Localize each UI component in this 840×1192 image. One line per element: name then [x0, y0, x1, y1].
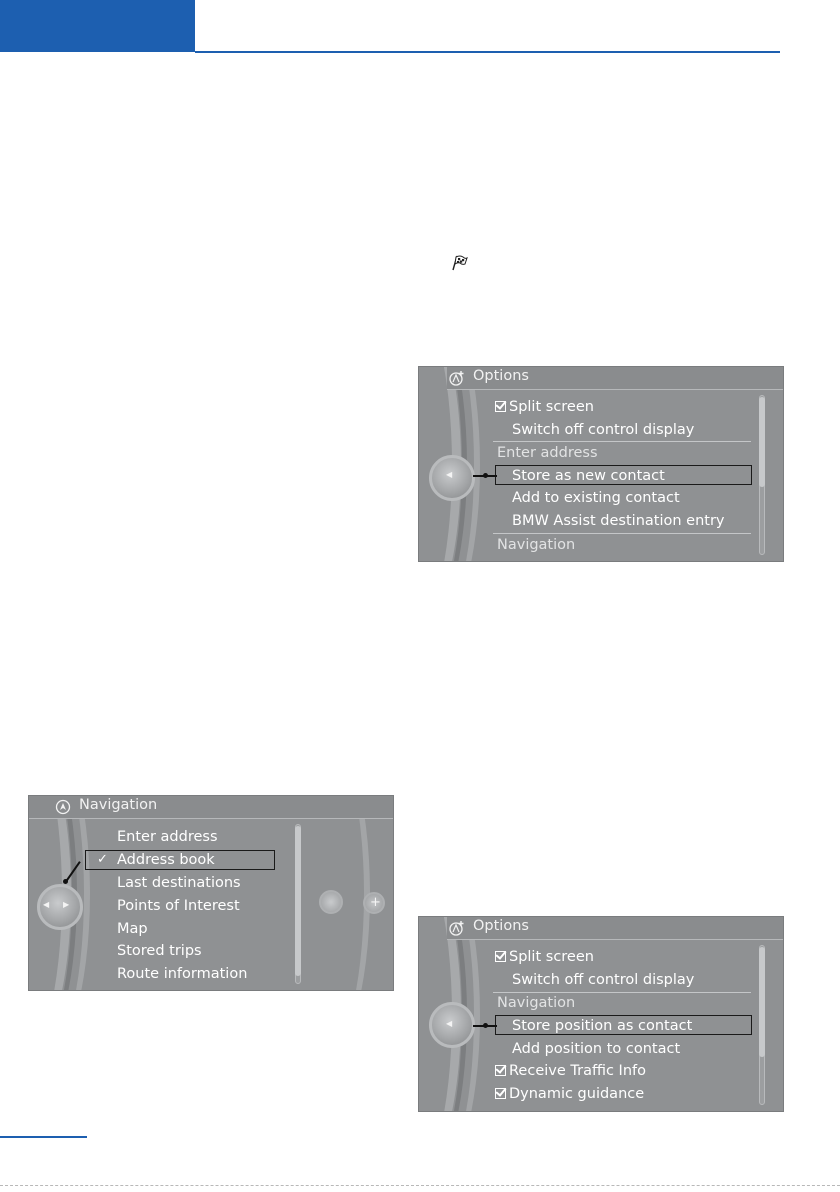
options-icon: [449, 920, 465, 936]
options-icon: [449, 370, 465, 386]
section-enter-address: Enter address: [497, 445, 598, 461]
options-title: Options: [473, 368, 529, 384]
pointer-dot: [63, 879, 68, 884]
options-screen-enter-address: [418, 366, 784, 562]
map-item[interactable]: Map: [117, 921, 148, 937]
add-to-existing-contact-option[interactable]: Add to existing contact: [512, 490, 680, 506]
options-title: Options: [473, 918, 529, 934]
pointer-dot: [483, 473, 488, 478]
store-position-as-contact-option[interactable]: Store position as contact: [512, 1018, 693, 1034]
check-mark-icon: ✓: [97, 852, 108, 867]
checkbox-icon: [495, 401, 506, 412]
options-screen-navigation: [418, 916, 784, 1112]
switch-off-display-option[interactable]: Switch off control display: [512, 972, 695, 988]
left-arrow-icon: ◀: [446, 470, 453, 479]
left-arrow-icon: ◀: [43, 900, 50, 909]
scrollbar-thumb: [759, 947, 765, 1057]
dynamic-guidance-option[interactable]: [495, 1085, 644, 1103]
navigation-title: Navigation: [79, 797, 158, 813]
map-view-button[interactable]: [319, 890, 343, 914]
scrollbar-thumb: [295, 826, 301, 976]
section-navigation: Navigation: [497, 537, 576, 553]
header-rule: [195, 51, 780, 53]
options-title-bar: [447, 917, 783, 940]
scrollbar-thumb: [759, 397, 765, 487]
header-tab: [0, 0, 195, 52]
options-title-bar: [447, 367, 783, 390]
points-of-interest-item[interactable]: Points of Interest: [117, 898, 240, 914]
split-screen-label: Split screen: [509, 399, 594, 415]
add-position-to-contact-option[interactable]: Add position to contact: [512, 1041, 681, 1057]
split-screen-option[interactable]: [495, 948, 594, 966]
store-as-new-contact-option[interactable]: Store as new contact: [512, 468, 665, 484]
destination-flag-icon: [450, 253, 468, 271]
plus-icon: +: [370, 895, 381, 910]
section-navigation: Navigation: [497, 995, 576, 1011]
checkbox-icon: [495, 1088, 506, 1099]
divider: [493, 992, 751, 993]
navigation-icon: [55, 799, 71, 815]
route-information-item[interactable]: Route information: [117, 966, 248, 982]
enter-address-item[interactable]: Enter address: [117, 829, 218, 845]
checkbox-icon: [495, 1065, 506, 1076]
split-screen-option[interactable]: [495, 398, 594, 416]
left-arrow-icon: ◀: [446, 1019, 453, 1028]
dynamic-guidance-label: Dynamic guidance: [509, 1086, 645, 1102]
divider: [493, 441, 751, 442]
last-destinations-item[interactable]: Last destinations: [117, 875, 241, 891]
right-arrow-icon: ▶: [63, 900, 70, 909]
switch-off-display-option[interactable]: Switch off control display: [512, 422, 695, 438]
traffic-info-label: Receive Traffic Info: [509, 1063, 646, 1079]
bmw-assist-destination-option[interactable]: BMW Assist destination entry: [512, 513, 725, 529]
navigation-title-bar: [29, 796, 393, 819]
receive-traffic-info-option[interactable]: [495, 1062, 646, 1080]
stored-trips-item[interactable]: Stored trips: [117, 943, 202, 959]
split-screen-label: Split screen: [509, 949, 594, 965]
footer-rule: [0, 1136, 87, 1138]
navigation-menu-screen: [28, 795, 394, 991]
divider: [493, 533, 751, 534]
bottom-dashed-rule: [0, 1185, 840, 1186]
checkbox-icon: [495, 951, 506, 962]
pointer-dot: [483, 1023, 488, 1028]
address-book-item[interactable]: Address book: [117, 852, 215, 868]
